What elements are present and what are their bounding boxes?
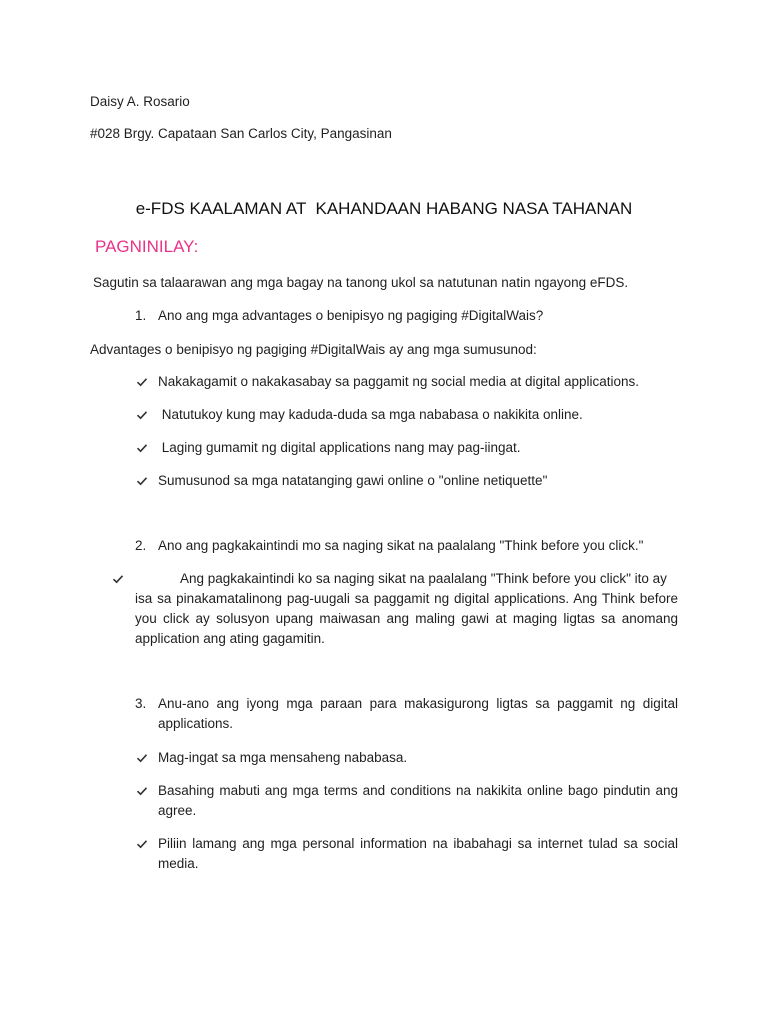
answer-3-item: Basahing mabuti ang mga terms and conditions na nakikita online bago pindutin ang agree. [158, 783, 678, 818]
check-icon [136, 442, 148, 454]
check-icon [136, 785, 148, 797]
answer-1-item: Sumusunod sa mga natatanging gawi online o "online netiquette" [158, 473, 548, 488]
check-icon [136, 838, 148, 850]
author-name: Daisy A. Rosario [90, 94, 190, 109]
answer-2-first-line: Ang pagkakaintindi ko sa naging sikat na paalalang "Think before you click" ito ay [180, 571, 667, 586]
question-1-text: Ano ang mga advantages o benipisyo ng pagiging #DigitalWais? [158, 308, 544, 323]
question-3-text: Anu-ano ang iyong mga paraan para makasigurong ligtas sa paggamit ng digital applications. [158, 696, 678, 731]
answer-1-item: Natutukoy kung may kaduda-duda sa mga nababasa o nakikita online. [158, 407, 583, 422]
question-2-number: 2. [135, 538, 147, 553]
answer-3-item: Mag-ingat sa mga mensaheng nababasa. [158, 750, 408, 765]
check-icon [112, 573, 124, 585]
question-2-text: Ano ang pagkakaintindi mo sa naging sikat na paalalang "Think before you click." [158, 538, 644, 553]
question-1-number: 1. [135, 308, 147, 323]
answer-2-paragraph: isa sa pinakamatalinong pag-uugali sa paggamit ng digital applications. Ang Think before you click ay solusyon upang maiwasan ang maling gawi at maging ligtas sa anomang application ang ating gagamitin. [135, 591, 678, 646]
check-icon [136, 409, 148, 421]
author-address: #028 Brgy. Capataan San Carlos City, Pangasinan [90, 126, 392, 141]
check-icon [136, 376, 148, 388]
answer-1-item: Laging gumamit ng digital applications nang may pag-iingat. [158, 440, 521, 455]
check-icon [136, 475, 148, 487]
answer-1-item: Nakakagamit o nakakasabay sa paggamit ng social media at digital applications. [158, 374, 640, 389]
answer-1-intro: Advantages o benipisyo ng pagiging #DigitalWais ay ang mga sumusunod: [90, 342, 537, 357]
question-3-number: 3. [135, 696, 147, 711]
document-title: e-FDS KAALAMAN AT KAHANDAAN HABANG NASA TAHANAN [135, 199, 633, 218]
answer-3-item: Piliin lamang ang mga personal information na ibabahagi sa internet tulad sa social media. [158, 836, 678, 871]
section-heading: PAGNINILAY: [95, 237, 199, 256]
instruction-text: Sagutin sa talaarawan ang mga bagay na tanong ukol sa natutunan natin ngayong eFDS. [93, 275, 629, 290]
check-icon [136, 752, 148, 764]
